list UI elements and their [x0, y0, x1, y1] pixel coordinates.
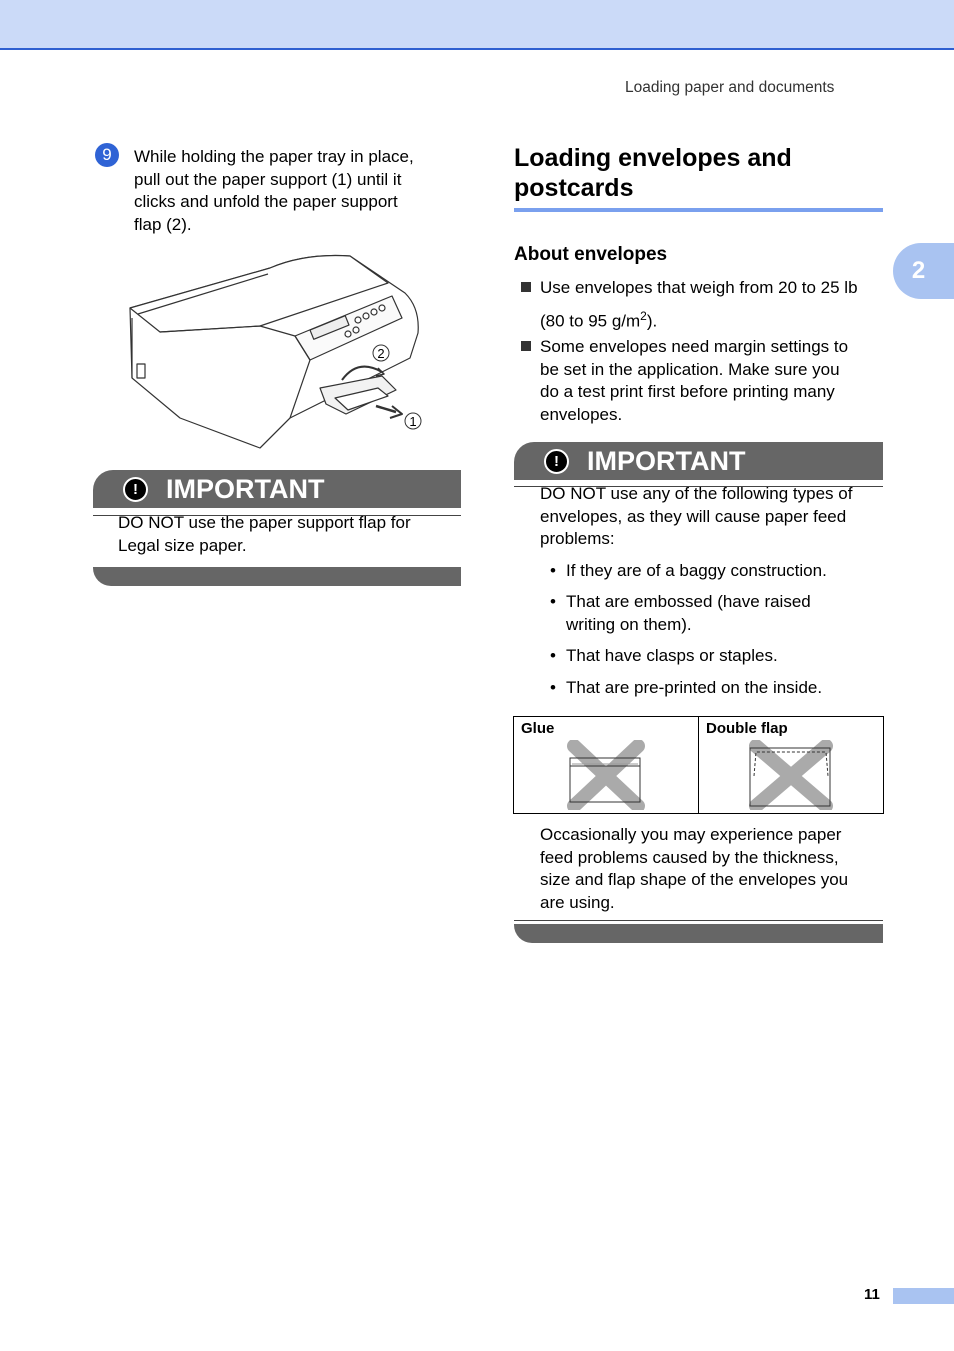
- bullet-weight: [540, 277, 882, 333]
- bullet-line: envelopes.: [540, 404, 623, 424]
- double-flap-envelope-crossed-icon: [746, 740, 836, 810]
- important-line: Occasionally you may experience paper: [540, 825, 842, 844]
- important-footer-right: [514, 924, 883, 943]
- callout-1: 1: [409, 414, 417, 429]
- bullet-text-pre: (80 to 95 g/m: [540, 311, 641, 331]
- heading-line: Loading envelopes and: [514, 144, 792, 172]
- important-line: are using.: [540, 892, 615, 912]
- important-box-right: [514, 442, 883, 487]
- dot-list-item: • That are pre-printed on the inside.: [550, 677, 866, 700]
- page-number: 11: [864, 1286, 880, 1303]
- step-line: flap (2).: [134, 214, 192, 234]
- exclamation-icon: !: [544, 449, 569, 474]
- important-text-left: [118, 512, 458, 557]
- superscript: 2: [640, 308, 647, 323]
- step-instruction: [134, 146, 454, 236]
- dot-item-line: That have clasps or staples.: [566, 646, 778, 665]
- bullet-line: Use envelopes that weigh from 20 to 25 lb: [540, 278, 858, 297]
- heading-rule: [514, 208, 883, 212]
- bullet-line: Some envelopes need margin settings to: [540, 337, 849, 356]
- important-line: feed problems caused by the thickness,: [540, 847, 839, 867]
- important-footer-left: [93, 567, 461, 586]
- table-cell-glue: [514, 717, 699, 814]
- bullet-line: do a test print first before printing many: [540, 382, 835, 401]
- chapter-tab: 2: [893, 243, 954, 299]
- important-header: [93, 470, 461, 508]
- step-line: While holding the paper tray in place,: [134, 147, 414, 166]
- envelope-types-table: [513, 716, 884, 814]
- important-line: size and flap shape of the envelopes you: [540, 870, 849, 889]
- divider: [514, 920, 883, 921]
- callout-2: 2: [377, 346, 385, 361]
- important-line: problems:: [540, 529, 615, 548]
- important-label: IMPORTANT: [587, 445, 746, 476]
- bullet-margin-settings: [540, 336, 882, 426]
- subheading-about-envelopes: About envelopes: [514, 244, 668, 265]
- important-closing-right: [540, 824, 884, 914]
- important-label: IMPORTANT: [166, 473, 325, 504]
- important-line: DO NOT use any of the following types of: [540, 484, 853, 503]
- top-banner: [0, 0, 954, 50]
- important-line: envelopes, as they will cause paper feed: [540, 506, 847, 526]
- dot-list-item: • That have clasps or staples.: [550, 645, 866, 668]
- step-number-badge: 9: [95, 143, 119, 167]
- important-header: [514, 442, 883, 480]
- important-intro-right: [540, 483, 884, 551]
- heading-line: postcards: [514, 174, 634, 202]
- glue-envelope-crossed-icon: [566, 740, 646, 810]
- step-line: clicks and unfold the paper support: [134, 192, 398, 211]
- table-label-double-flap: Double flap: [706, 720, 788, 737]
- important-box-left: [93, 470, 461, 516]
- exclamation-icon: !: [123, 477, 148, 502]
- step-line: pull out the paper support (1) until it: [134, 169, 402, 189]
- running-header: Loading paper and documents: [625, 79, 835, 96]
- dot-item-line: That are pre-printed on the inside.: [566, 678, 823, 697]
- bullet-line: be set in the application. Make sure you: [540, 359, 840, 379]
- important-line: Legal size paper.: [118, 535, 247, 555]
- dot-list-item: • If they are of a baggy construction.: [550, 560, 866, 583]
- table-cell-double-flap: [699, 717, 884, 814]
- bullet-line: [540, 305, 882, 333]
- printer-paper-support-illustration: [120, 248, 430, 453]
- important-line: DO NOT use the paper support flap for: [118, 513, 411, 532]
- square-bullet: [521, 282, 531, 292]
- section-heading: [514, 143, 884, 203]
- footer-bar: [893, 1288, 954, 1304]
- square-bullet: [521, 341, 531, 351]
- table-label-glue: Glue: [521, 720, 555, 737]
- dot-item-line: writing on them).: [566, 614, 692, 634]
- dot-item-line: If they are of a baggy construction.: [566, 561, 827, 580]
- dot-list-item: • That are embossed (have raised writing on them).: [550, 591, 866, 636]
- dot-item-line: That are embossed (have raised: [566, 592, 811, 611]
- bullet-text-post: ).: [646, 311, 658, 331]
